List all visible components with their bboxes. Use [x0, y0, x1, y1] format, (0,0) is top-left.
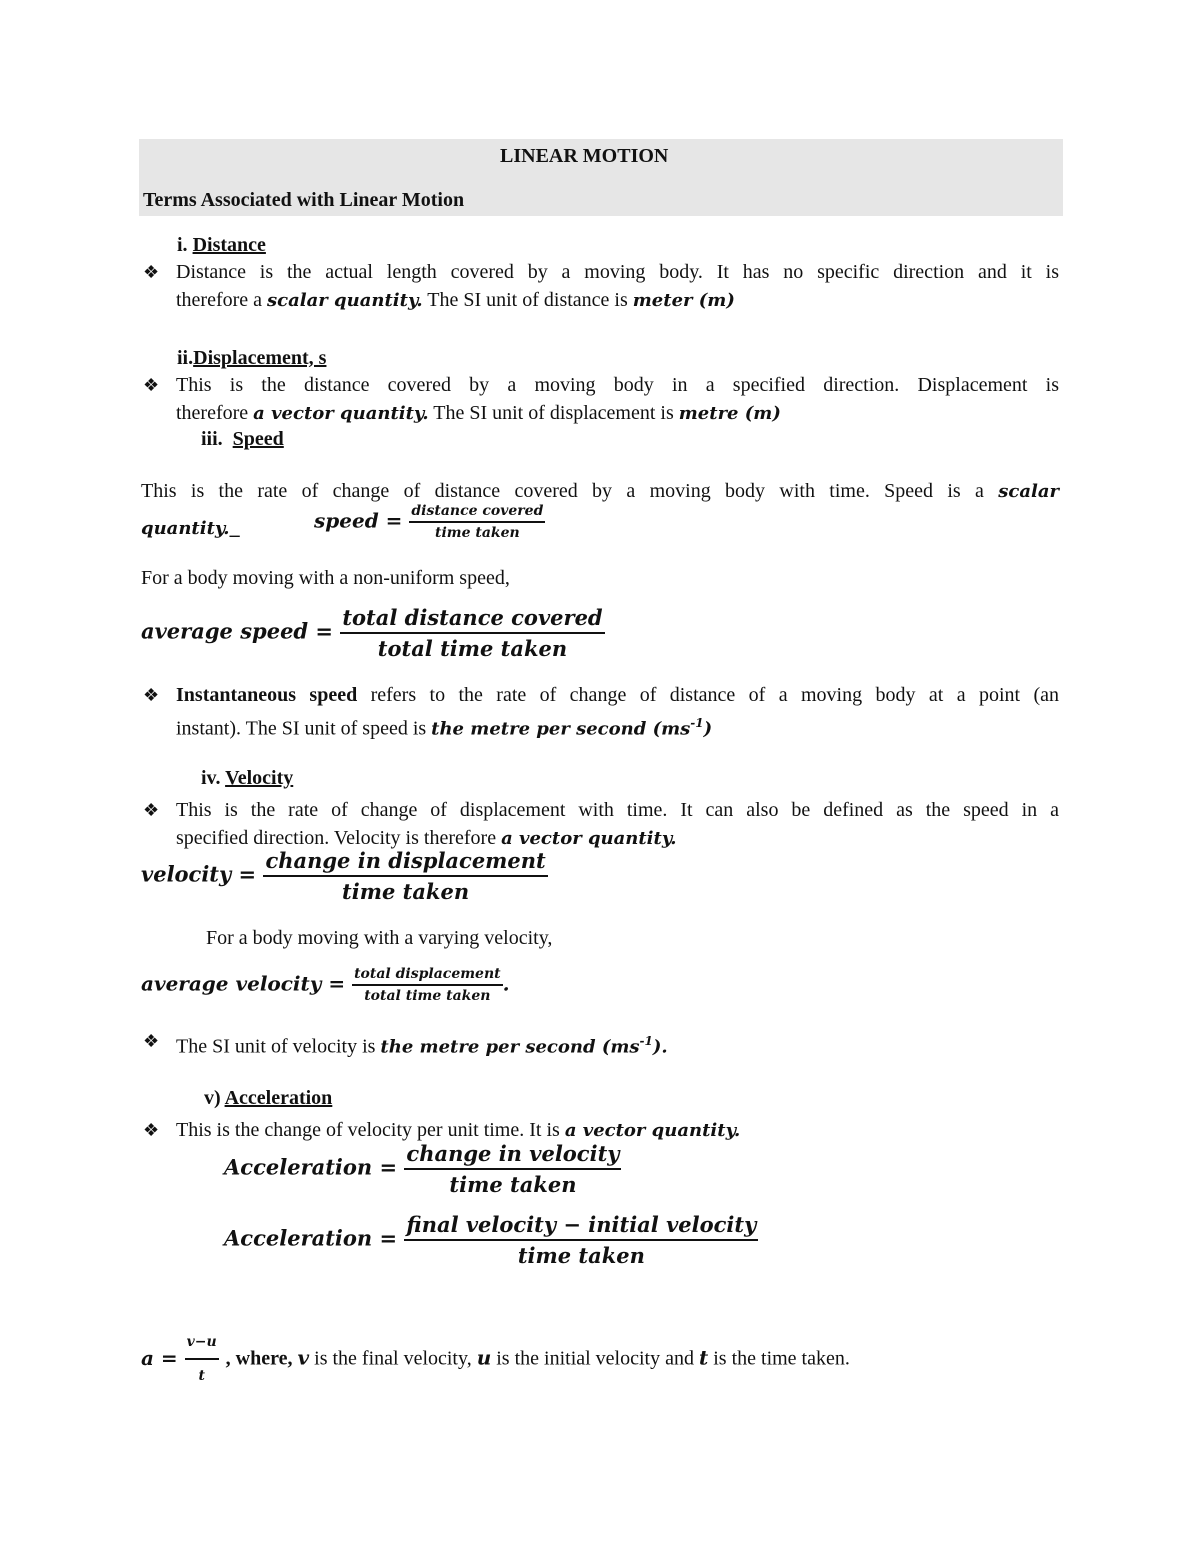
- numerator: v−u: [185, 1328, 219, 1360]
- numerator: total distance covered: [340, 605, 604, 634]
- heading-number: v): [204, 1087, 221, 1109]
- equation-lhs: Acceleration =: [224, 1154, 398, 1180]
- velocity-line-1: This is the rate of change of displacement with time. It can also be defined as the speed in a: [176, 799, 1059, 821]
- unit-close: ).: [652, 1036, 668, 1058]
- section-subtitle: Terms Associated with Linear Motion: [143, 189, 465, 211]
- equation-lhs: velocity =: [141, 861, 257, 887]
- emphasis: a vector quantity.: [564, 1120, 741, 1141]
- heading-speed: [201, 428, 284, 451]
- numerator: change in velocity: [404, 1141, 621, 1170]
- fraction: [404, 1212, 758, 1268]
- bullet-icon: ❖: [143, 1120, 160, 1140]
- denominator: time taken: [517, 1243, 645, 1268]
- text: therefore a: [176, 289, 268, 311]
- fraction: [263, 848, 547, 904]
- variable-t: t: [698, 1345, 709, 1370]
- text: The SI unit of distance is: [422, 289, 633, 311]
- text: The SI unit of velocity is: [176, 1035, 381, 1058]
- distance-line-1: Distance is the actual length covered by a moving body. It has no specific direction and it is: [176, 261, 1059, 283]
- heading-number: iii.: [201, 428, 223, 450]
- denominator: total time taken: [364, 988, 491, 1004]
- bullet-icon: ❖: [143, 375, 160, 395]
- denominator: time taken: [449, 1172, 577, 1197]
- page-title: LINEAR MOTION: [500, 145, 669, 167]
- denominator: total time taken: [377, 636, 568, 661]
- emphasis: quantity.: [141, 518, 230, 539]
- equation-lhs: average velocity =: [141, 971, 346, 996]
- numerator: change in displacement: [263, 848, 547, 877]
- fraction: [352, 966, 503, 1004]
- instantaneous-line-1: [176, 681, 1059, 709]
- text: is the final velocity,: [309, 1347, 477, 1370]
- text: The SI unit of displacement is: [428, 402, 679, 424]
- numerator: final velocity − initial velocity: [404, 1212, 758, 1241]
- period: .: [502, 971, 510, 996]
- speed-line-1: [141, 477, 1059, 506]
- variable-v: v: [297, 1345, 310, 1370]
- superscript: -1: [639, 1034, 653, 1048]
- emphasis: scalar: [998, 481, 1059, 502]
- fraction: [404, 1141, 621, 1197]
- emphasis: scalar quantity.: [267, 290, 423, 311]
- heading-label: Speed: [232, 428, 284, 450]
- average-speed-equation: [141, 605, 605, 661]
- heading-label: Distance: [192, 234, 266, 256]
- equation-lhs: Acceleration =: [224, 1225, 398, 1251]
- average-velocity-equation: [141, 966, 510, 1004]
- bullet-icon: ❖: [143, 800, 160, 820]
- equation-lhs: speed =: [314, 508, 403, 533]
- text: This is the rate of change of distance covered by a moving body with time. Speed is a: [141, 480, 999, 502]
- variable-u: u: [476, 1345, 492, 1370]
- fraction: [340, 605, 604, 661]
- equation-lhs: average speed =: [141, 618, 334, 644]
- acceleration-formula-line: [141, 1328, 850, 1390]
- heading-displacement: [177, 347, 326, 370]
- unit: the metre per second (ms: [431, 718, 691, 740]
- heading-label: Displacement, s: [193, 347, 327, 369]
- heading-distance: [177, 234, 266, 257]
- heading-number: iv.: [201, 767, 221, 789]
- text: is the initial velocity and: [491, 1347, 699, 1370]
- displacement-line-1: This is the distance covered by a moving body in a specified direction. Displacement is: [176, 374, 1059, 396]
- emphasis: a vector quantity.: [253, 403, 429, 424]
- denominator: time taken: [342, 879, 470, 904]
- unit-close: ): [703, 718, 713, 740]
- heading-velocity: [201, 767, 293, 790]
- text: refers to the rate of change of distance of a moving body at a point (an: [357, 684, 1059, 706]
- text: therefore: [176, 402, 254, 424]
- text: instant). The SI unit of speed is: [176, 717, 432, 740]
- distance-line-2: [176, 286, 735, 315]
- bullet-icon: ❖: [143, 685, 160, 705]
- heading-label: Acceleration: [224, 1087, 333, 1109]
- where-label: , where,: [225, 1347, 298, 1370]
- emphasis: a vector quantity.: [501, 828, 677, 849]
- text: specified direction. Velocity is therefore: [176, 827, 502, 849]
- acceleration-equation-1: [224, 1141, 621, 1197]
- text: is the time taken.: [708, 1347, 850, 1370]
- velocity-equation: [141, 848, 548, 904]
- heading-number: i.: [177, 234, 188, 256]
- superscript: -1: [690, 716, 704, 730]
- varying-text: For a body moving with a varying velocity,: [206, 927, 553, 949]
- denominator: t: [198, 1368, 205, 1384]
- numerator: total displacement: [352, 966, 503, 986]
- bold-term: Instantaneous speed: [176, 684, 358, 706]
- velocity-unit-line: [176, 1027, 668, 1062]
- bullet-icon: ❖: [143, 1031, 160, 1051]
- instantaneous-line-2: [176, 709, 712, 744]
- formula: [141, 1334, 226, 1384]
- heading-label: Velocity: [225, 767, 294, 789]
- unit: meter (m): [632, 290, 735, 311]
- heading-number: ii.: [177, 347, 194, 369]
- acceleration-equation-2: [224, 1212, 758, 1268]
- unit: metre (m): [678, 403, 781, 424]
- unit: the metre per second (ms: [380, 1036, 640, 1058]
- fraction: [185, 1328, 219, 1390]
- text: This is the change of velocity per unit time. It is: [176, 1119, 565, 1141]
- displacement-line-2: [176, 399, 781, 428]
- speed-line-2: quantity._: [141, 517, 240, 539]
- heading-acceleration: [204, 1087, 332, 1110]
- fraction: [409, 503, 545, 541]
- speed-equation: [314, 503, 545, 541]
- equation-lhs: a =: [141, 1345, 178, 1370]
- nonuniform-text: For a body moving with a non-uniform speed,: [141, 567, 510, 589]
- numerator: distance covered: [409, 503, 545, 523]
- denominator: time taken: [435, 525, 520, 541]
- bullet-icon: ❖: [143, 262, 160, 282]
